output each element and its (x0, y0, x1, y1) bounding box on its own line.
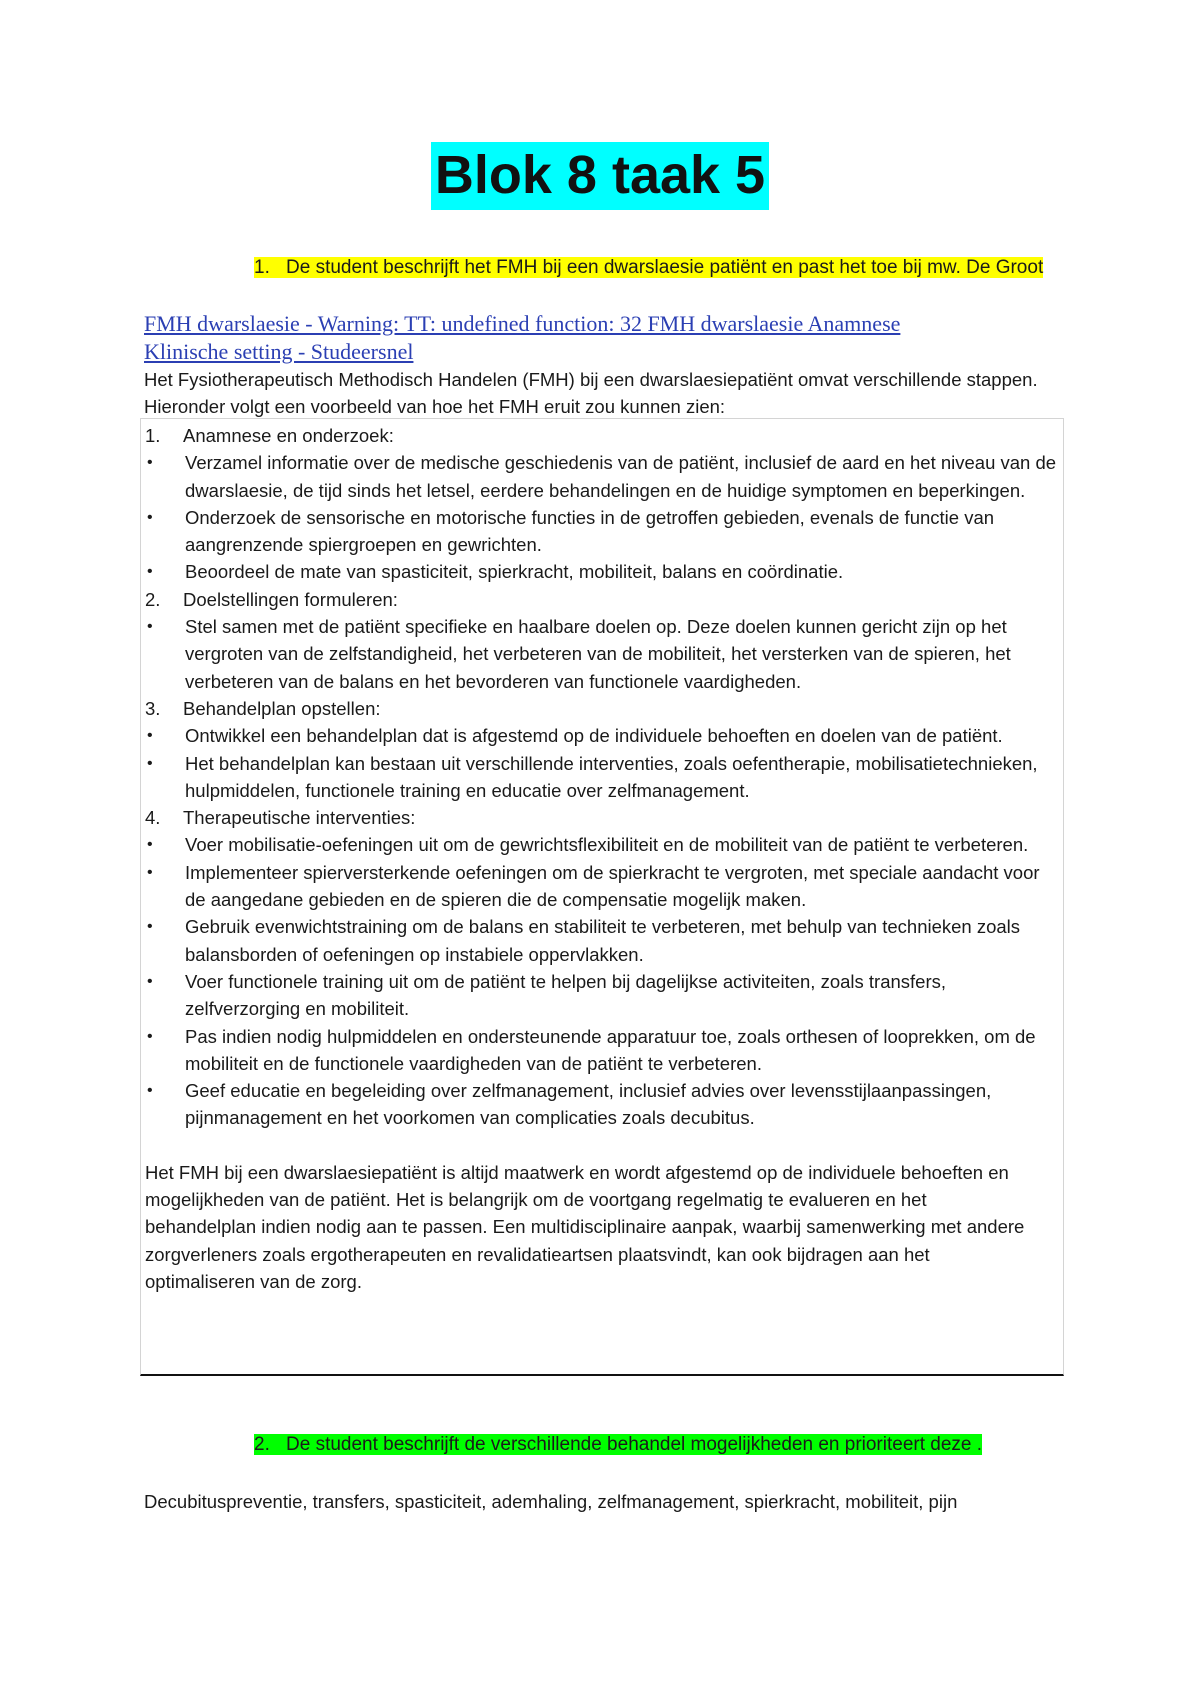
step-number: 1. (145, 425, 161, 446)
topics-list: Decubituspreventie, transfers, spasticiteit, ademhaling, zelfmanagement, spierkracht, mobiliteit, pijn (144, 1491, 958, 1512)
bullet-text: Ontwikkel een behandelplan dat is afgestemd op de individuele behoeften en doelen van de patiënt. (185, 725, 1003, 747)
list-item (145, 613, 1063, 695)
page-title: Blok 8 taak 5 (431, 142, 769, 210)
spacer (145, 1132, 1063, 1159)
bullet-text: Geef educatie en begeleiding over zelfmanagement, inclusief advies over levensstijlaanpassingen, pijnmanagement en het voorkomen van complicaties zoals decubitus. (185, 1080, 992, 1129)
step-title: Therapeutische interventies: (183, 807, 416, 829)
step-heading (145, 695, 1063, 722)
intro-paragraph: Het Fysiotherapeutisch Methodisch Handelen (FMH) bij een dwarslaesiepatiënt omvat verschillende stappen. Hieronder volgt een voorbeeld van hoe het FMH eruit zou kunnen zien: (144, 369, 1038, 417)
question-1-highlight (254, 257, 1043, 278)
title-container (0, 142, 1200, 210)
bullet-text: Beoordeel de mate van spasticiteit, spierkracht, mobiliteit, balans en coördinatie. (185, 561, 844, 583)
bullet-icon: • (147, 1027, 153, 1045)
list-item (145, 1023, 1063, 1078)
list-item (145, 831, 1063, 858)
list-item (145, 913, 1063, 968)
list-item (145, 558, 1063, 585)
list-item (145, 504, 1063, 559)
step-heading (145, 586, 1063, 613)
question-1-number: 1. (254, 257, 270, 278)
source-link-line-2[interactable]: Klinische setting - Studeersnel (144, 339, 414, 364)
bullet-icon: • (147, 1082, 153, 1100)
source-link[interactable] (144, 310, 1064, 366)
list-item (145, 449, 1063, 504)
question-1-text: De student beschrijft het FMH bij een dwarslaesie patiënt en past het toe bij mw. De Groot (286, 257, 1044, 278)
bullet-text: Gebruik evenwichtstraining om de balans en stabiliteit te verbeteren, met behulp van technieken zoals balansborden of oefeningen op instabiele oppervlakken. (185, 916, 1021, 965)
conclusion-paragraph: Het FMH bij een dwarslaesiepatiënt is altijd maatwerk en wordt afgestemd op de individuele behoeften en mogelijkheden van de patiënt. Het is belangrijk om de voortgang regelmatig te evalueren en het behandelplan indien nodig aan te passen. Een multidisciplinaire aanpak, waarbij samenwerking met andere zorgverleners zoals ergotherapeuten en revalidatieartsen plaatsvindt, kan ook bijdragen aan het optimaliseren van de zorg. (145, 1161, 1025, 1292)
step-heading (145, 804, 1063, 831)
bullet-text: Stel samen met de patiënt specifieke en haalbare doelen op. Deze doelen kunnen gericht zijn op het vergroten van de zelfstandigheid, het verbeteren van de mobiliteit, het versterken van de spieren, het verbeteren van de balans en het bevorderen van functionele vaardigheden. (185, 616, 1011, 692)
bullet-icon: • (147, 754, 153, 772)
bullet-icon: • (147, 618, 153, 636)
list-item (145, 859, 1063, 914)
step-title: Doelstellingen formuleren: (183, 588, 398, 610)
step-title: Anamnese en onderzoek: (183, 425, 394, 446)
step-number: 4. (145, 807, 161, 829)
bullet-icon: • (147, 918, 153, 936)
question-2 (254, 1431, 1074, 1459)
list-item (145, 750, 1063, 805)
bullet-text: Implementeer spierversterkende oefeningen om de spierkracht te vergroten, met speciale aandacht voor de aangedane gebieden en de spieren die de compensatie mogelijk maken. (185, 861, 1040, 911)
bullet-text: Voer functionele training uit om de patiënt te helpen bij dagelijkse activiteiten, zoals transfers, zelfverzorging en mobiliteit. (185, 970, 947, 1020)
question-2-highlight (254, 1434, 982, 1455)
bullet-icon: • (147, 972, 153, 990)
step-number: 2. (145, 588, 161, 610)
bullet-text: Onderzoek de sensorische en motorische functies in de getroffen gebieden, evenals de functie van aangrenzende spiergroepen en gewrichten. (185, 506, 995, 556)
step-heading (145, 422, 1063, 449)
bullet-icon: • (147, 508, 153, 526)
bullet-icon: • (147, 563, 153, 581)
question-2-text: De student beschrijft de verschillende behandel mogelijkheden en prioriteert deze . (286, 1434, 983, 1455)
bullet-text: Voer mobilisatie-oefeningen uit om de gewrichtsflexibiliteit en de mobiliteit van de patiënt te verbeteren. (185, 834, 1029, 856)
bullet-icon: • (147, 727, 153, 745)
question-2-number: 2. (254, 1434, 270, 1455)
bullet-text: Verzamel informatie over de medische geschiedenis van de patiënt, inclusief de aard en het niveau van de dwarslaesie, de tijd sinds het letsel, eerdere behandelingen en de huidige symptomen en beperkingen. (185, 452, 1057, 501)
list-item (145, 722, 1063, 749)
list-item (145, 1077, 1063, 1132)
answer-box (140, 418, 1064, 1376)
bullet-text: Pas indien nodig hulpmiddelen en ondersteunende apparatuur toe, zoals orthesen of looprekken, om de mobiliteit en de functionele vaardigheden van de patiënt te verbeteren. (185, 1025, 1036, 1074)
steps-container (141, 419, 1063, 1132)
step-number: 3. (145, 697, 161, 719)
bullet-text: Het behandelplan kan bestaan uit verschillende interventies, zoals oefentherapie, mobilisatietechnieken, hulpmiddelen, functionele training en educatie over zelfmanagement. (185, 752, 1038, 801)
step-title: Behandelplan opstellen: (183, 697, 381, 719)
bullet-icon: • (147, 454, 153, 472)
list-item (145, 968, 1063, 1023)
question-1 (254, 254, 1064, 282)
source-link-line-1[interactable]: FMH dwarslaesie - Warning: TT: undefined function: 32 FMH dwarslaesie Anamnese (144, 311, 901, 336)
bullet-icon: • (147, 863, 153, 881)
bullet-icon: • (147, 836, 153, 854)
